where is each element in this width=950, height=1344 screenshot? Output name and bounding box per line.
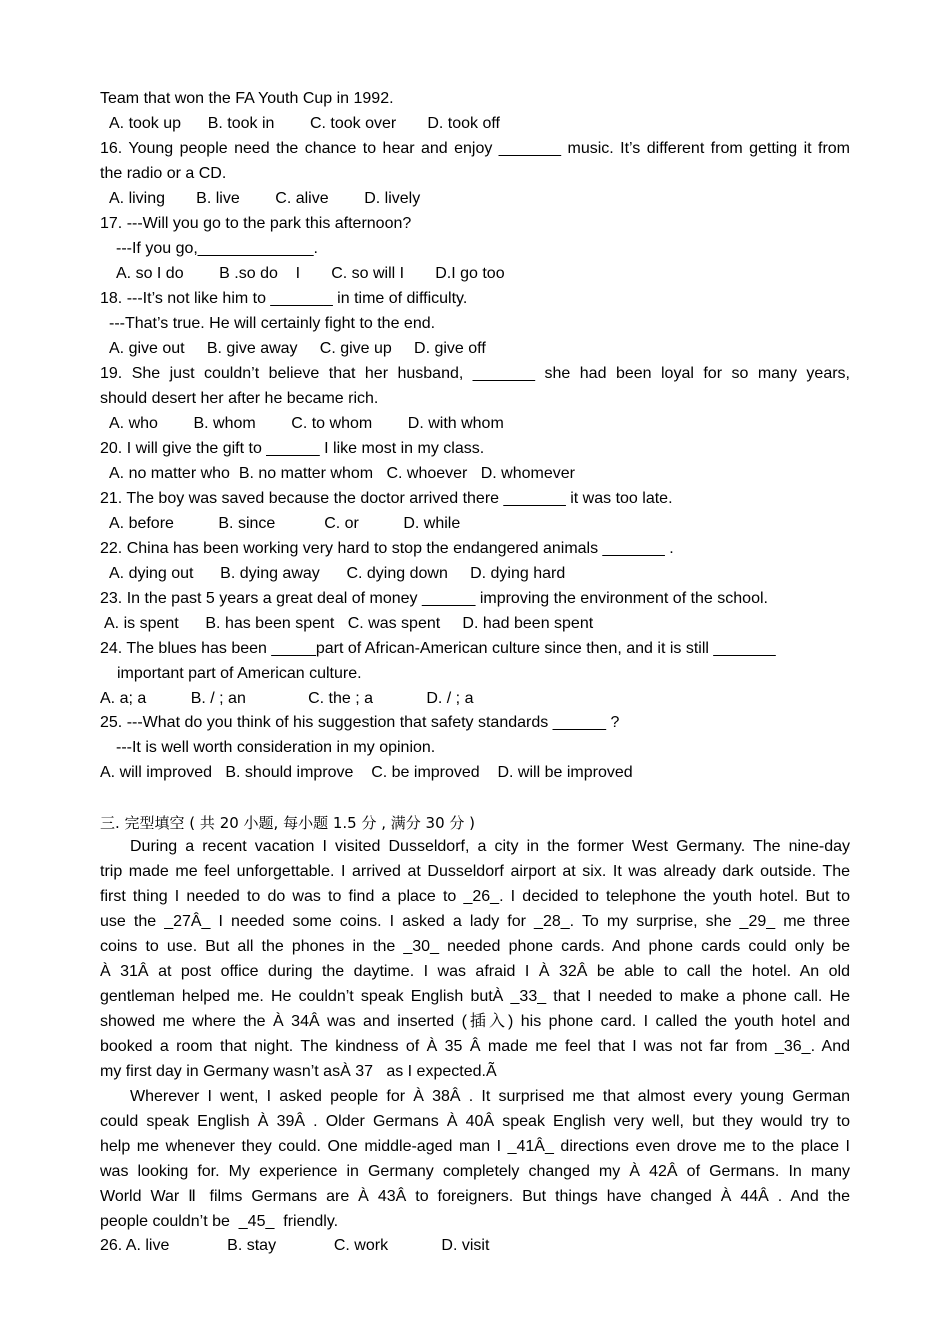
passage-line: help me whenever they could. One middle-aged man I _41Â_ directions even drove me to the place I <box>100 1138 850 1155</box>
text-line: important part of American culture. <box>117 665 362 682</box>
passage-line: During a recent vacation I visited Dusseldorf, a city in the former West Germany. The nine-day <box>130 838 850 855</box>
passage-line: people couldn’t be _45_ friendly. <box>100 1213 339 1230</box>
passage-line: could speak English À 39Â . Older Germans À 40Â speak English very well, but they would try to <box>100 1113 850 1130</box>
question-17: 17. ---Will you go to the park this afternoon? <box>100 215 412 232</box>
question-19: 19. She just couldn’t believe that her husband, _______ she had been loyal for so many years, <box>100 365 850 382</box>
text-line: ---That’s true. He will certainly fight to the end. <box>109 315 436 332</box>
passage-line: was looking for. My experience in Germany completely changed my À 42Â of Germans. In many <box>100 1163 850 1180</box>
passage-line: À 31Â at post office during the daytime. I was afraid I À 32Â be able to call the hotel. An old <box>100 963 850 980</box>
options-line: A. is spent B. has been spent C. was spent D. had been spent <box>104 615 594 632</box>
options-line: A. before B. since C. or D. while <box>109 515 461 532</box>
passage-line: showed me where the À 34Â was and inserted (插入) his phone card. I called the youth hotel and <box>100 1013 850 1030</box>
question-20: 20. I will give the gift to ______ I like most in my class. <box>100 440 485 457</box>
question-23: 23. In the past 5 years a great deal of money ______ improving the environment of the school. <box>100 590 768 607</box>
passage-line: coins to use. But all the phones in the _30_ needed phone cards. And phone cards could only be <box>100 938 850 955</box>
text-line: the radio or a CD. <box>100 165 227 182</box>
question-25: 25. ---What do you think of his suggestion that safety standards ______ ? <box>100 714 620 731</box>
options-line: A. living B. live C. alive D. lively <box>109 190 421 207</box>
passage-line: Wherever I went, I asked people for À 38Â . It surprised me that almost every young German <box>130 1088 850 1105</box>
passage-line: gentleman helped me. He couldn’t speak English butÀ _33_ that I needed to make a phone call. He <box>100 988 850 1005</box>
passage-line: booked a room that night. The kindness of À 35 Â made me feel that I was not far from _36_. And <box>100 1038 850 1055</box>
question-24: 24. The blues has been _____part of African-American culture since then, and it is still _______ <box>100 640 776 657</box>
options-line: A. a; a B. / ; an C. the ; a D. / ; a <box>100 690 474 707</box>
text-line: should desert her after he became rich. <box>100 390 379 407</box>
options-line: A. give out B. give away C. give up D. give off <box>109 340 486 357</box>
question-21: 21. The boy was saved because the doctor arrived there _______ it was too late. <box>100 490 673 507</box>
options-line: A. will improved B. should improve C. be improved D. will be improved <box>100 764 633 781</box>
text-line: ---It is well worth consideration in my opinion. <box>116 739 436 756</box>
passage-line: use the _27Â_ I needed some coins. I asked a lady for _28_. To my surprise, she _29_ me three <box>100 913 850 930</box>
options-line: A. no matter who B. no matter whom C. whoever D. whomever <box>109 465 575 482</box>
options-line: A. took up B. took in C. took over D. took off <box>109 115 500 132</box>
passage-line: my first day in Germany wasn’t asÀ 37 as I expected.Ã <box>100 1063 497 1080</box>
options-line: A. so I do B .so do I C. so will I D.I go too <box>116 265 505 282</box>
passage-line: first thing I needed to do was to find a place to _26_. I decided to telephone the youth hotel. But to <box>100 888 850 905</box>
question-18: 18. ---It’s not like him to _______ in time of difficulty. <box>100 290 468 307</box>
options-line: A. who B. whom C. to whom D. with whom <box>109 415 504 432</box>
options-line: A. dying out B. dying away C. dying down D. dying hard <box>109 565 566 582</box>
options-line: 26. A. live B. stay C. work D. visit <box>100 1237 490 1254</box>
question-22: 22. China has been working very hard to stop the endangered animals _______ . <box>100 540 674 557</box>
passage-line: trip made me feel unforgettable. I arrived at Dusseldorf airport at six. It was already dark outside. The <box>100 863 850 880</box>
text-line: ---If you go,_____________. <box>116 240 318 257</box>
section-heading: 三. 完型填空 ( 共 20 小题, 每小题 1.5 分 , 满分 30 分 ) <box>100 814 476 832</box>
passage-line: World War Ⅱ films Germans are À 43Â to foreigners. But things have changed À 44Â . And the <box>100 1188 850 1205</box>
text-line: Team that won the FA Youth Cup in 1992. <box>100 90 394 107</box>
question-16: 16. Young people need the chance to hear and enjoy _______ music. It’s different from getting it from <box>100 140 850 157</box>
